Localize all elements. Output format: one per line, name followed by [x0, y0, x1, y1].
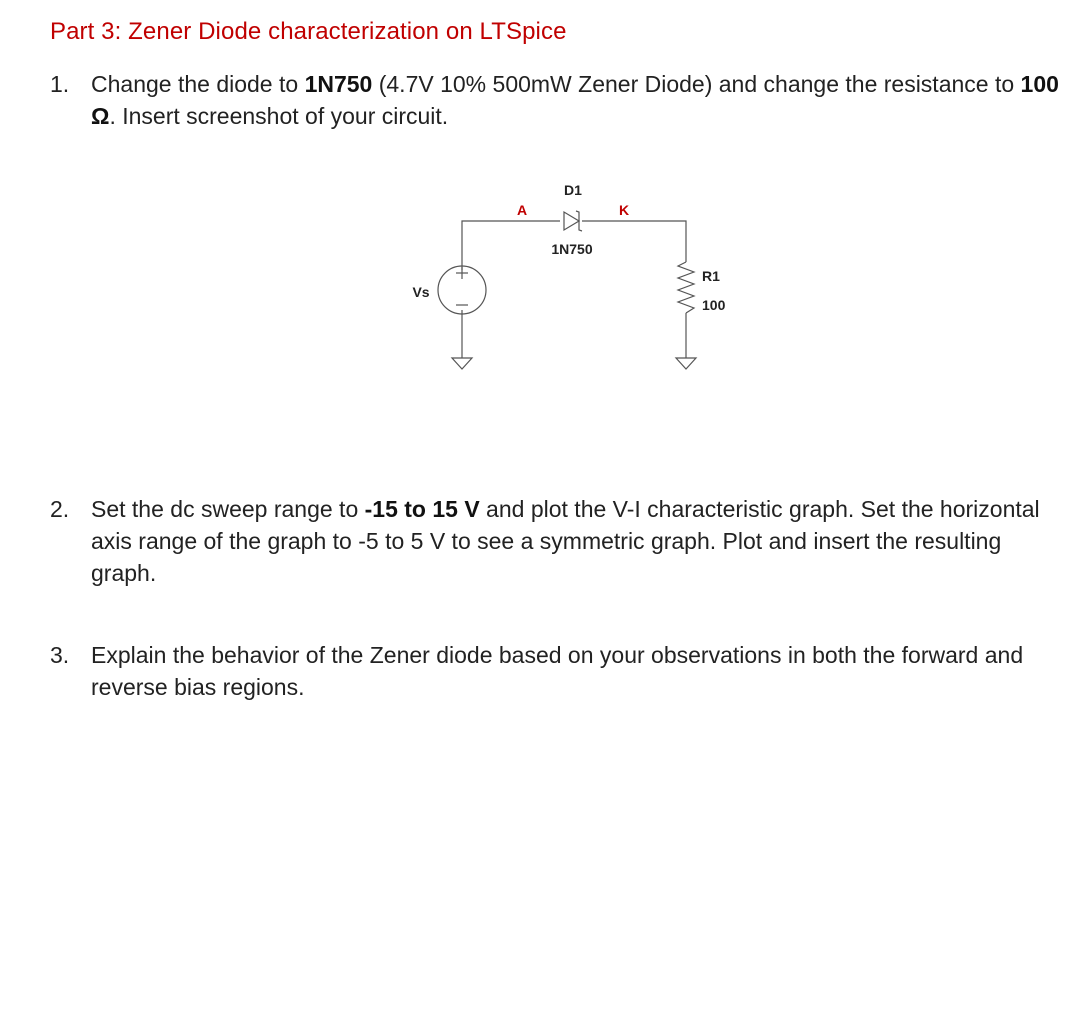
- item-number: 2.: [50, 496, 70, 522]
- text-run: Set the dc sweep range to: [91, 496, 365, 522]
- text-run-bold: -15 to 15 V: [364, 496, 480, 522]
- text-run: . Insert screenshot of your circuit.: [109, 103, 449, 129]
- resistor-symbol: [678, 262, 694, 313]
- text-run: Explain the behavior of the Zener diode based on your observations in both the forward and reverse bias regions.: [91, 642, 1024, 700]
- item-text: [91, 493, 1060, 589]
- circuit-screenshot: [380, 170, 760, 390]
- voltage-source: [438, 266, 486, 314]
- text-run: and plot the V-I characteristic graph. Set the horizontal axis range of the graph to -5 to 5 V to see a symmetric graph. Plot and insert the resulting graph.: [91, 496, 1040, 586]
- item-number: 3.: [50, 642, 70, 668]
- wire-right-top: [582, 221, 686, 262]
- source-label: Vs: [412, 284, 430, 300]
- item-number: 1.: [50, 71, 70, 97]
- wire-left-top: [462, 221, 560, 270]
- section-heading: Part 3: Zener Diode characterization on LTSpice: [50, 18, 567, 45]
- zener-diode-symbol: [564, 211, 582, 231]
- list-item: [50, 68, 1060, 132]
- resistor-value-label: 100: [702, 297, 726, 313]
- item-text: [91, 68, 1060, 132]
- anode-label: A: [516, 202, 528, 218]
- list-item: [50, 493, 1060, 589]
- resistor-ref-label: R1: [702, 268, 720, 284]
- cathode-label: K: [618, 202, 630, 218]
- item-text: [91, 639, 1060, 703]
- text-run-bold: 100 Ω: [91, 71, 1059, 129]
- diode-model-label: 1N750: [551, 241, 593, 257]
- diode-ref-label: D1: [564, 182, 582, 198]
- circuit-schematic: [380, 170, 760, 390]
- text-run: Change the diode to: [91, 71, 305, 97]
- text-run: (4.7V 10% 500mW Zener Diode) and change the resistance to: [372, 71, 1021, 97]
- list-item: [50, 639, 1060, 703]
- ground-icon: [452, 358, 472, 369]
- text-run-bold: 1N750: [304, 71, 373, 97]
- ground-icon: [676, 358, 696, 369]
